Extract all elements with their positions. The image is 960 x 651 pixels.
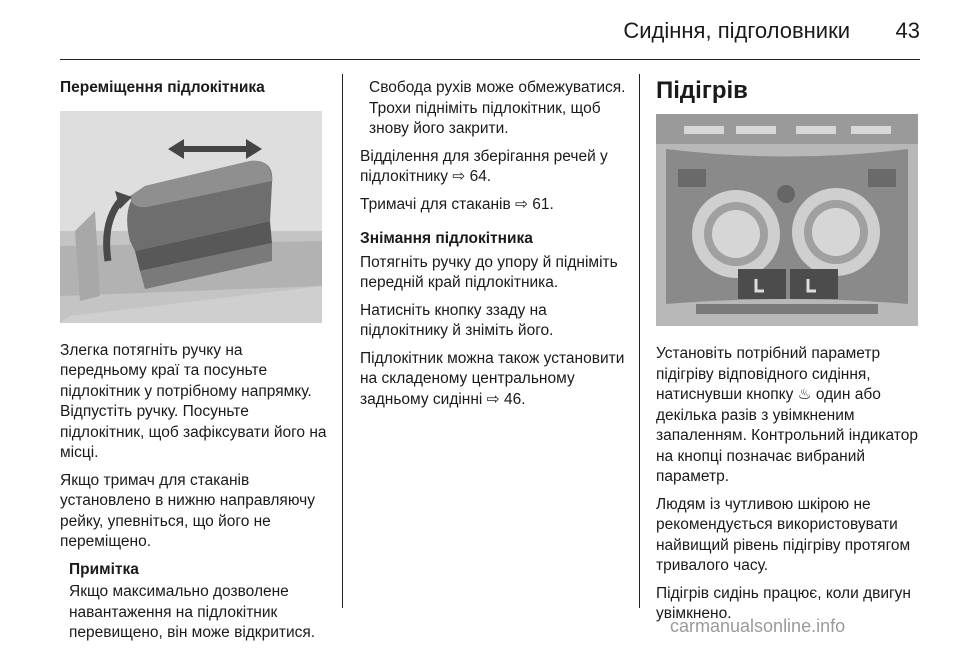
- paragraph: Злегка потягніть ручку на передньому краї та посуньте підлокітник у потрібному напрямку. Відпустіть ручку. Посуньте підлокітник, щоб зафіксувати його на місці.: [60, 341, 327, 461]
- watermark: carmanualsonline.info: [670, 616, 846, 636]
- note-block: [69, 560, 328, 644]
- paragraph-storage-ref: Відділення для зберігання речей у підлокітнику ⇨ 64.: [360, 147, 608, 185]
- column-divider: [639, 74, 640, 608]
- paragraph: Якщо тримач для стаканів установлено в нижню направляючу рейку, упевніться, що його не переміщено.: [60, 471, 315, 550]
- paragraph: Підлокітник можна також установити на складеному центральному задньому сидінні ⇨ 46.: [360, 349, 625, 408]
- paragraph: Свобода рухів може обмежуватися. Трохи підніміть підлокітник, щоб знову його закрити.: [369, 79, 626, 137]
- note-title: Примітка: [69, 560, 139, 578]
- section-heading-armrest-remove: Знімання підлокітника: [360, 230, 533, 247]
- column-middle: [360, 78, 628, 417]
- running-header-title: Сидіння, підголовники: [623, 18, 850, 43]
- paragraph-cupholder-ref: Тримачі для стаканів ⇨ 61.: [360, 195, 554, 213]
- section-title-heating: Підігрів: [656, 77, 748, 104]
- paragraph: Людям із чутливою шкірою не рекомендується використовувати найвищий рівень підігріву протягом тривалого часу.: [656, 495, 911, 574]
- column-left: [60, 78, 328, 651]
- column-right: [656, 78, 922, 632]
- paragraph: Установіть потрібний параметр підігріву відповідного сидіння, натиснувши кнопку ♨ один або декілька разів з увімкненим запаленням. Контрольний індикатор на кнопці позначає вибраний параметр.: [656, 345, 918, 485]
- paragraph: Потягніть ручку до упору й підніміть передній край підлокітника.: [360, 253, 618, 291]
- paragraph: Натисніть кнопку ззаду на підлокітнику й зніміть його.: [360, 301, 554, 339]
- section-heading-armrest-move: Переміщення підлокітника: [60, 79, 265, 96]
- column-divider: [342, 74, 343, 608]
- seat-heating-controls-illustration: [656, 114, 918, 326]
- header-rule: [60, 59, 920, 60]
- paragraph: Підігрів сидінь працює, коли двигун увімкнено.: [656, 584, 911, 622]
- page-number: 43: [895, 18, 920, 43]
- note-text: Якщо максимально дозволене навантаження на підлокітник перевищено, він може відкритися.: [69, 583, 316, 641]
- armrest-illustration: [60, 111, 322, 323]
